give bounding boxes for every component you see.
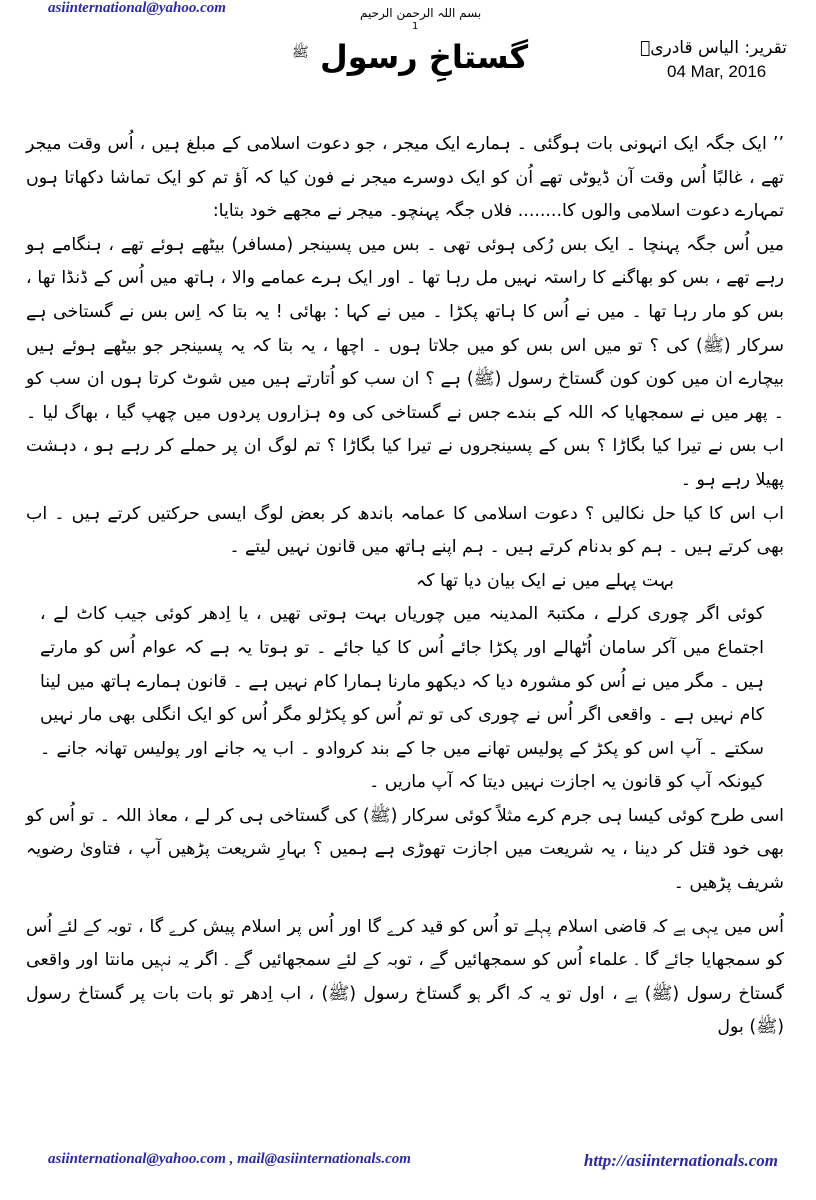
paragraph-6: اسی طرح کوئی کیسا ہی جرم کرے مثلاً کوئی سرکار (ﷺ) کی گستاخی ہی کر لے ، معاذ اللہ ۔ تو اُس کو بھی خود قتل کر دینا ، یہ شریعت میں اجازت تھوڑی ہے ہمیں ؟ بہارِ شریعت پڑھیں آپ ، فتاویٰ رضویہ شریف پڑھیں ۔ <box>26 805 784 894</box>
paragraph-5: کوئی اگر چوری کرلے ، مکتبۃ المدینہ میں چوریاں بہت ہوتی تھیں ، یا اِدھر کوئی جیب کاٹ لے ، اجتماع میں آکر سامان اُٹھالے اور پکڑا جائے اُس کا کیا جائے ۔ تو ہوتا یہ ہے کہ عوام اُس کو مارتے ہیں ۔ مگر میں نے اُس کو مشورہ دیا کہ دیکھو مارنا ہمارا کام نہیں ہے ۔ قانون ہمارے ہاتھ میں لینا کام نہیں ہے ۔ واقعی اگر اُس نے چوری کی تو تم اُس کو پکڑلو مگر اُس کو ایک انگلی بھی مار نہیں سکتے ۔ آپ اس کو پکڑ کے پولیس تھانے میں جا کے بند کروادو ۔ اب یہ جانے اور پولیس تھانہ جانے ۔ کیونکہ آپ کو قانون یہ اجازت نہیں دیتا کہ آپ ماریں ۔ <box>40 604 764 793</box>
article-body <box>26 128 784 1045</box>
footer <box>48 1151 778 1173</box>
paragraph-4: بہت پہلے میں نے ایک بیان دیا تھا کہ <box>415 570 674 591</box>
bismillah: بسم اللہ الرحمن الرحیم <box>360 6 482 20</box>
header-email[interactable]: asiinternational@yahoo.com <box>48 0 226 16</box>
footer-url[interactable]: http://asiinternationals.com <box>583 1151 778 1170</box>
page-number: 1 <box>412 21 419 32</box>
paragraph-2: میں اُس جگہ پہنچا ۔ ایک بس رُکی ہوئی تھی ۔ بس میں پسینجر (مسافر) بیٹھے ہوئے تھے ، ہنگامے ہو رہے تھے ، بس کو بھاگنے کا راستہ نہیں مل رہا تھا ۔ اور ایک ہرے عمامے والا ، ہاتھ میں اُس کے ڈنڈا تھا ، بس کو مار رہا تھا ۔ میں نے اُس کا ہاتھ پکڑا ۔ میں نے کہا : بھائی ! یہ بتا کہ اِس بس نے گستاخی ہے سرکار (ﷺ) کی ؟ تو میں اس بس کو میں جلاتا ہوں ۔ اچھا ، یہ بتا کہ یہ پسینجر جو بیٹھے ہوئے ہیں بیچارے ان میں کون کون گستاخ رسول (ﷺ) ہے ؟ ان سب کو اُتارتے ہیں میں شوٹ کرتا ہوں ان سب کو ۔ پھر میں نے سمجھایا کہ اللہ کے بندے جس نے گستاخی کی وہ ہزاروں پردوں میں چھپ گیا ، بھاگ لیا ۔ اب بس نے تیرا کیا بگاڑا ؟ بس کے پسینجروں نے تیرا کیا بگاڑا ؟ تم لوگ ان پر حملے کر رہے ہو ، دہشت پھیلا رہے ہو ۔ <box>26 234 784 490</box>
page-title <box>280 38 540 76</box>
byline: تقریر: الیاس قادریؒ <box>640 38 787 58</box>
paragraph-7: اُس میں یہی ہے کہ قاضی اسلام پہلے تو اُس کو قید کرے گا اور اُس پر اسلام پیش کرے گا ، توبہ کے لئے اُس کو سمجھایا جائے گا ۔ علماء اُس کو سمجھائیں گے ، توبہ کے لئے سمجھائیں گے ۔ اگر یہ نہیں مانتا اور واقعی گستاخ رسول (ﷺ) ہے ، اول تو یہ کہ اگر ہو گستاخ رسول (ﷺ) ، اب اِدھر تو بات بات پر گستاخ رسول (ﷺ) بول <box>26 916 784 1038</box>
paragraph-3: اب اس کا کیا حل نکالیں ؟ دعوت اسلامی کا عمامہ باندھ کر بعض لوگ ایسی حرکتیں کرتے ہیں ۔ اب بھی کرتے ہیں ۔ ہم کو بدنام کرتے ہیں ۔ ہم اپنے ہاتھ میں قانون نہیں لیتے ۔ <box>26 503 784 558</box>
paragraph-1: ’’ ایک جگہ ایک انہونی بات ہوگئی ۔ ہمارے ایک میجر ، جو دعوت اسلامی کے مبلغ ہیں ، اُس وقت میجر تھے ، غالبًا اُس وقت آن ڈیوٹی تھے اُن کو ایک دوسرے میجر نے فون کیا کہ آؤ تم کو ایک تماشا دکھاتا ہوں تمہارے دعوت اسلامی والوں کا........ فلاں جگہ پہنچو۔ میجر نے مجھے خود بتایا: <box>26 134 784 222</box>
date: 04 Mar, 2016 <box>667 62 767 81</box>
title-text: گستاخِ رسول <box>319 38 529 76</box>
honorific-symbol: ﷺ <box>291 44 309 61</box>
footer-emails[interactable]: asiinternational@yahoo.com , mail@asiinternationals.com <box>48 1151 411 1167</box>
